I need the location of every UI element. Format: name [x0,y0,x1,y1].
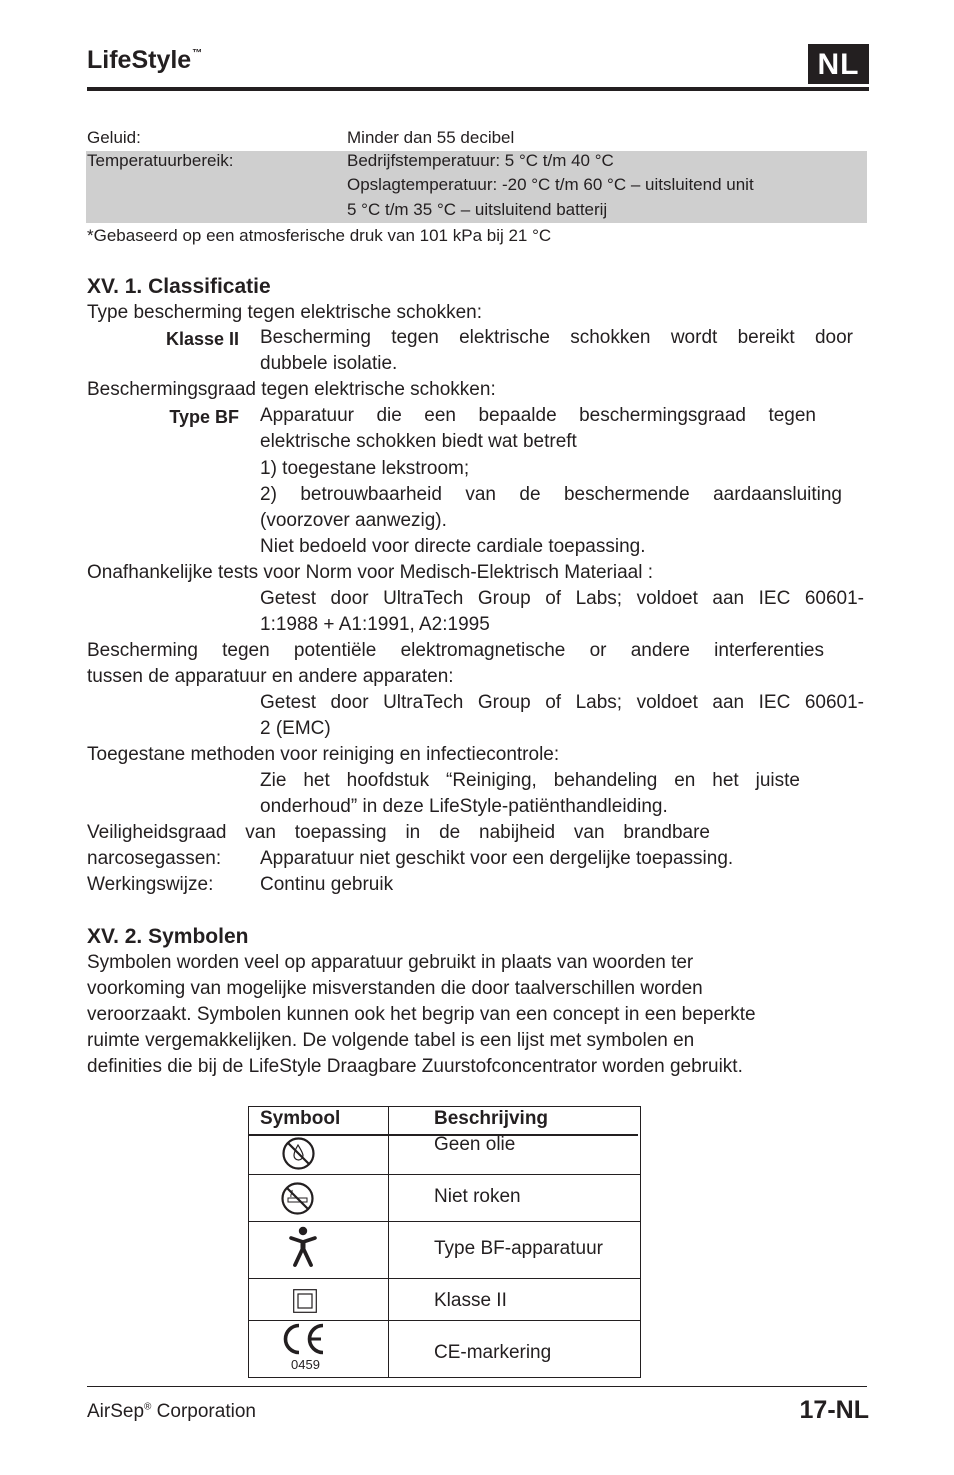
anesthetic-value: Apparatuur niet geschikt voor een dergelijke toepassing. [260,848,734,869]
company-name: AirSep® Corporation [87,1401,256,1422]
temperature-label: Temperatuurbereik: [87,151,234,170]
footnote: *Gebaseerd op een atmosferische druk van 101 kPa bij 21 °C [87,226,552,245]
intro-line: ruimte vergemakkelijken. De volgende tabel is een lijst met symbolen en [87,1030,695,1051]
body-line: Beschermingsgraad tegen elektrische schokken: [87,379,496,400]
intro-line: veroorzaakt. Symbolen kunnen ook het begrip van een concept in een beperkte [87,1004,756,1025]
iec-text: 2 (EMC) [260,718,331,739]
type-bf-term: Type BF [169,407,239,427]
body-line: Toegestane methoden voor reiniging en infectiecontrole: [87,744,560,765]
no-oil-icon [281,1136,316,1171]
type-bf-desc: (voorzover aanwezig). [260,510,447,531]
body-line: Werkingswijze: [87,874,214,895]
column-header-description: Beschrijving [434,1108,549,1129]
symbol-description: Niet roken [434,1186,521,1207]
type-bf-desc: Niet bedoeld voor directe cardiale toepassing. [260,536,646,557]
temperature-value: 5 °C t/m 35 °C – uitsluitend batterij [347,200,608,219]
sound-label: Geluid: [87,128,141,147]
symbols-heading: XV. 2. Symbolen [87,925,249,948]
body-line: narcosegassen: [87,848,222,869]
class-ii-term: Klasse II [165,329,239,349]
column-header-symbol: Symbool [260,1108,341,1129]
iec-text: Getest door UltraTech Group of Labs; voldoet aan IEC 60601- [260,588,864,609]
ce-notified-body-number: 0459 [291,1357,320,1372]
cleaning-text: onderhoud” in deze LifeStyle-patiënthandleiding. [260,796,668,817]
brand-title: LifeStyle™ [87,46,203,74]
language-badge: NL [808,44,869,84]
no-smoking-icon [280,1181,315,1216]
body-line: Bescherming tegen potentiële elektromagnetische or andere interferenties [87,640,824,661]
header-rule [87,87,869,91]
body-line: tussen de apparatuur en andere apparaten: [87,666,454,687]
body-line: Type bescherming tegen elektrische schokken: [87,302,482,323]
type-bf-desc: Apparatuur die een bepaalde beschermingsgraad tegen [260,405,816,426]
symbols-table [248,1106,641,1378]
cleaning-text: Zie het hoofdstuk “Reiniging, behandeling en het juiste [260,770,800,791]
type-bf-person-icon [286,1226,320,1268]
iec-text: 1:1988 + A1:1991, A2:1995 [260,614,490,635]
page-number: 17-NL [799,1396,869,1424]
type-bf-desc: elektrische schokken biedt wat betreft [260,431,577,452]
classification-heading: XV. 1. Classificatie [87,275,271,298]
symbol-description: Type BF-apparatuur [434,1238,603,1259]
class-ii-desc: dubbele isolatie. [260,353,398,374]
class-ii-desc: Bescherming tegen elektrische schokken wordt bereikt door [260,327,853,348]
temperature-value: Opslagtemperatuur: -20 °C t/m 60 °C – uitsluitend unit [347,175,754,194]
intro-line: definities die bij de LifeStyle Draagbare Zuurstofconcentrator worden gebruikt. [87,1056,743,1077]
type-bf-desc: 1) toegestane lekstroom; [260,458,470,479]
footer-rule [87,1386,867,1387]
iec-text: Getest door UltraTech Group of Labs; voldoet aan IEC 60601- [260,692,864,713]
body-line: Onafhankelijke tests voor Norm voor Medisch-Elektrisch Materiaal : [87,562,653,583]
class-ii-square-icon [293,1289,317,1313]
intro-line: Symbolen worden veel op apparatuur gebruikt in plaats van woorden ter [87,952,694,973]
mode-value: Continu gebruik [260,874,394,895]
temperature-value: Bedrijfstemperatuur: 5 °C t/m 40 °C [347,151,614,170]
symbol-description: Klasse II [434,1290,507,1311]
intro-line: voorkoming van mogelijke misverstanden die door taalverschillen worden [87,978,703,999]
type-bf-desc: 2) betrouwbaarheid van de beschermende aardaansluiting [260,484,842,505]
sound-value: Minder dan 55 decibel [347,128,515,147]
symbol-description: Geen olie [434,1134,516,1155]
symbol-description: CE-markering [434,1342,552,1363]
ce-mark-icon [280,1322,328,1358]
body-line: Veiligheidsgraad van toepassing in de nabijheid van brandbare [87,822,710,843]
